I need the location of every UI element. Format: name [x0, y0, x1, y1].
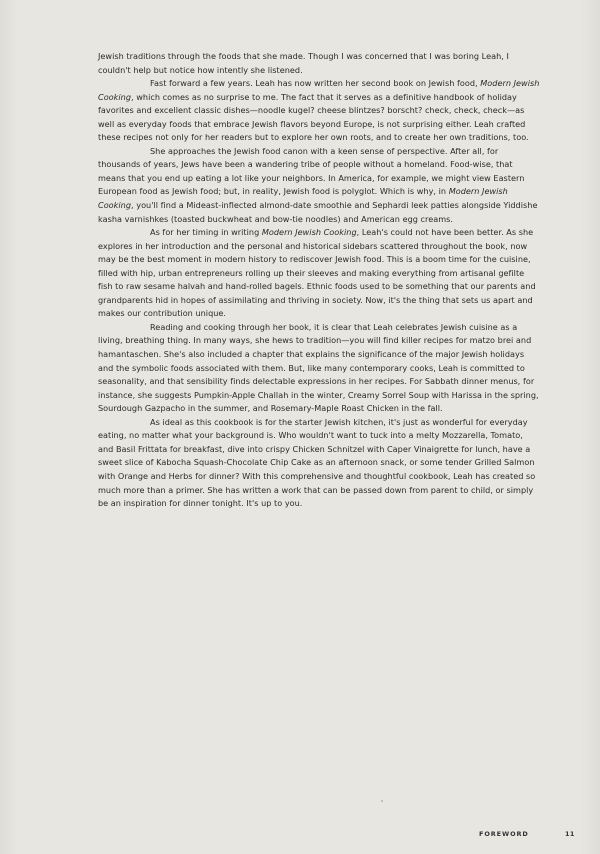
paper-speck	[381, 800, 383, 802]
section-title: FOREWORD	[479, 830, 529, 838]
paragraph-text: , which comes as no surprise to me. The fact that it serves as a definitive handbook of holiday favorites and excellent classic dishes—noodle kugel? cheese blintzes? borscht? check, check, check—as well as everyday foods that embrace Jewish flavors beyond Europe, is not surprising either. Leah crafted these recipes not only for her readers but to explore her own roots, and to create her own traditions, too.	[98, 91, 529, 143]
foreword-body	[98, 50, 540, 511]
paragraph	[98, 416, 540, 511]
paragraph	[98, 226, 540, 321]
paragraph-text: Fast forward a few years. Leah has now written her second book on Jewish food,	[150, 78, 481, 89]
paragraph-text: She approaches the Jewish food canon with a keen sense of perspective. After all, for thousands of years, Jews have been a wandering tribe of people without a homeland. Food-wise, that means that you end up eating a lot like your neighbors. In America, for example, we might view Eastern European food as Jewish food; but, in reality, Jewish food is polyglot. Which is why, in	[98, 145, 525, 197]
book-title-text: Modern Jewish Cooking	[98, 78, 540, 102]
paragraph-text: As for her timing in writing	[150, 227, 262, 238]
paragraph-text: , you'll find a Mideast-inflected almond-date smoothie and Sephardi leek patties alongside Yiddishe kasha varnishkes (toasted buckwheat and bow-tie noodles) and American egg creams.	[98, 200, 538, 224]
paragraph	[98, 77, 540, 145]
page-footer	[0, 830, 600, 842]
paragraph-text: Jewish traditions through the foods that she made. Though I was concerned that I was boring Leah, I couldn't help but notice how intently she listened.	[98, 51, 509, 75]
paragraph	[98, 321, 540, 416]
page-number: 11	[565, 830, 575, 838]
book-title-text: Modern Jewish Cooking	[98, 186, 508, 211]
paragraph-text: Reading and cooking through her book, it is clear that Leah celebrates Jewish cuisine as a living, breathing thing. In many ways, she hews to tradition—you will find killer recipes for matzo brei and hamantaschen. She's also included a chapter that explains the significance of the major Jewish holidays and the symbolic foods associated with them. But, like many contemporary cooks, Leah is committed to seasonality, and that sensibility finds delectable expressions in her recipes. For Sabbath dinner menus, for instance, she suggests Pumpkin-Apple Challah in the winter, Creamy Sorrel Soup with Harissa in the spring, Sourdough Gazpacho in the summer, and Rosemary-Maple Roast Chicken in the fall.	[98, 321, 539, 414]
paragraph	[98, 145, 540, 226]
paragraph-text: , Leah's could not have been better. As she explores in her introduction and the personal and historical sidebars scattered throughout the book, now may be the best moment in modern history to rediscover Jewish food. This is a boom time for the cuisine, filled with hip, urban entrepreneurs rolling up their sleeves and making everything from artisanal gefilte fish to raw sesame halvah and hand-rolled bagels. Ethnic foods used to be something that our parents and grandparents hid in hopes of assimilating and thriving in society. Now, it's the thing that sets us apart and makes our contribution unique.	[98, 227, 536, 319]
book-title-text: Modern Jewish Cooking	[261, 227, 357, 238]
paragraph-text: As ideal as this cookbook is for the starter Jewish kitchen, it's just as wonderful for everyday eating, no matter what your background is. Who wouldn't want to tuck into a melty Mozzarella, Tomato, and Basil Frittata for breakfast, dive into crispy Chicken Schnitzel with Caper Vinaigrette for lunch, have a sweet slice of Kabocha Squash-Chocolate Chip Cake as an afternoon snack, or some tender Grilled Salmon with Orange and Herbs for dinner? With this comprehensive and thoughtful cookbook, Leah has created so much more than a primer. She has written a work that can be passed down from parent to child, or simply be an inspiration for dinner tonight. It's up to you.	[98, 416, 536, 509]
paragraph	[98, 50, 540, 77]
